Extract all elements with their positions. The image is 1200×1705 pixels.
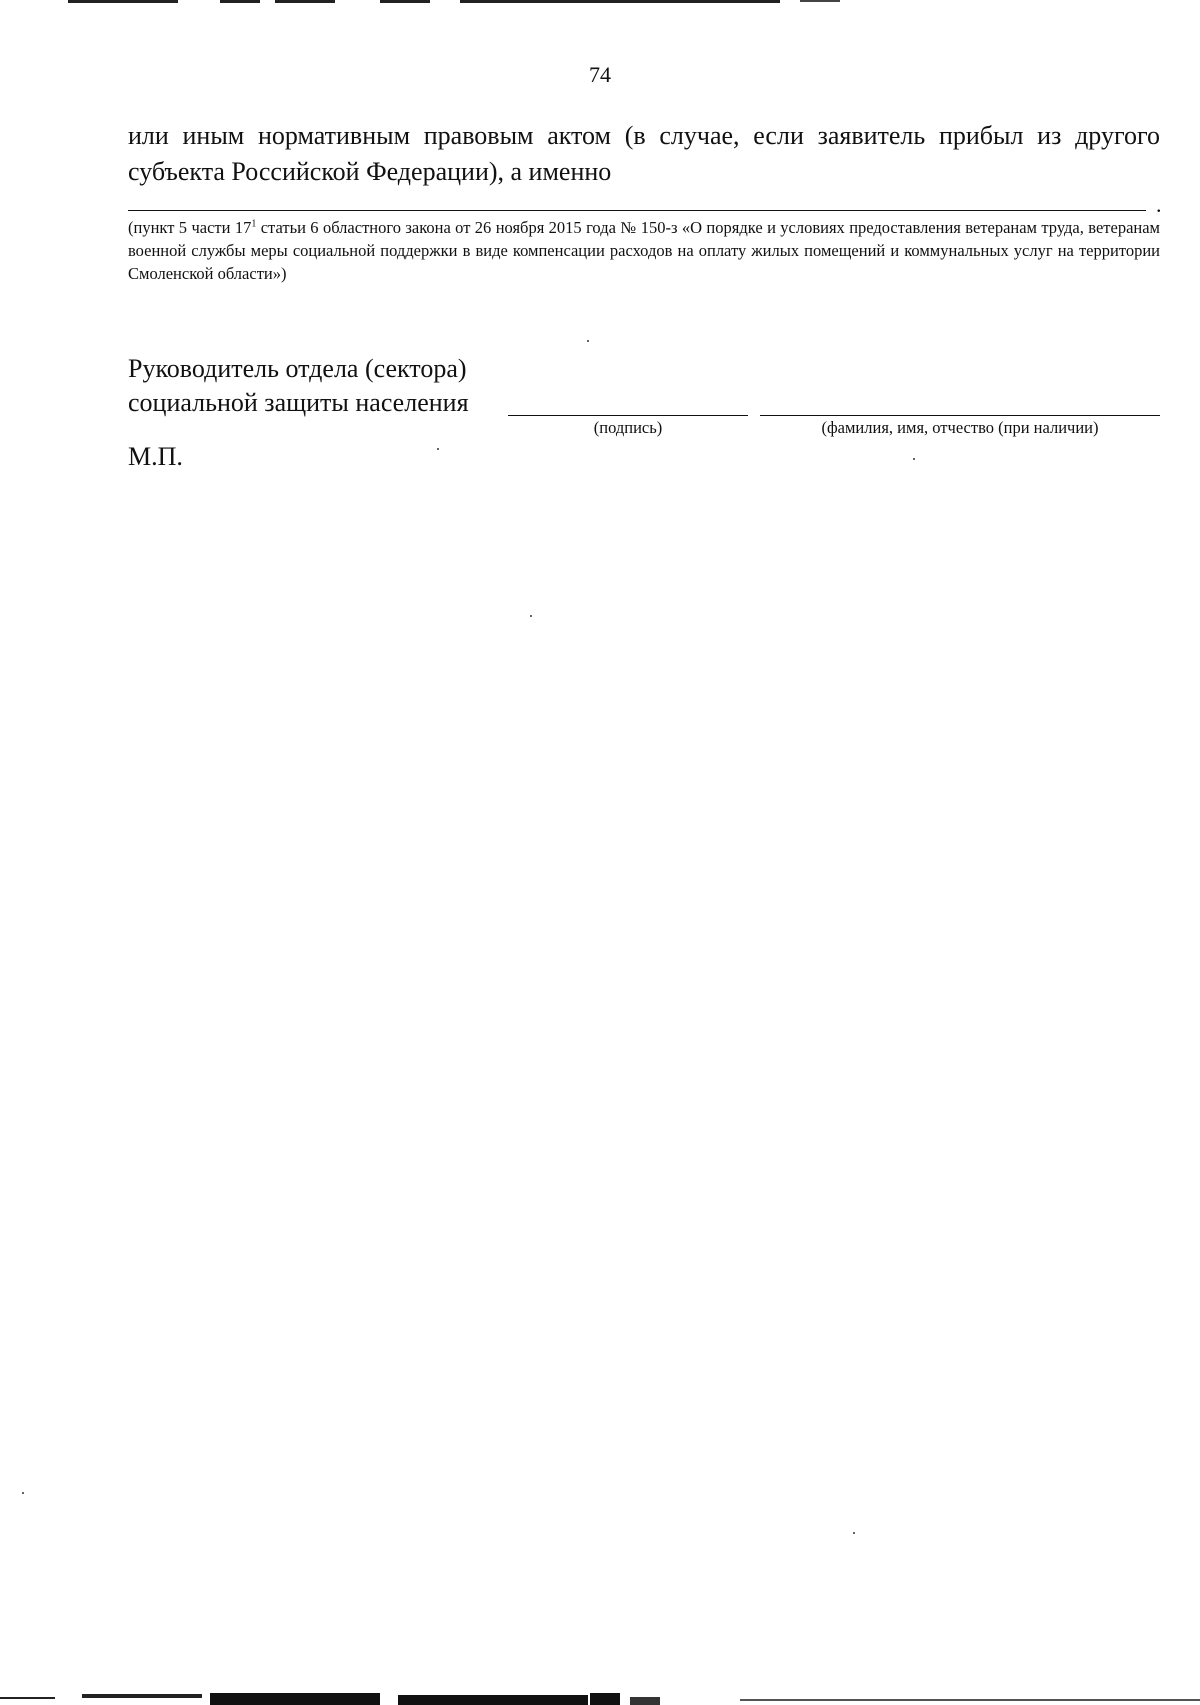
fill-in-line-end: . bbox=[1156, 192, 1162, 217]
scan-artifact-bottom bbox=[0, 1685, 1200, 1705]
full-name-line bbox=[760, 415, 1160, 416]
legal-reference-text: статьи 6 областного закона от 26 ноября 2015 года № 150-з «О порядке и условиях предоставления ветеранам труда, ветеранам военной службы меры социальной поддержки в виде компенсации расходов на оплату жилых помещений и коммунальных услуг на территории Смоленской области») bbox=[128, 218, 1160, 283]
signatory-title-line-2: социальной защиты населения bbox=[128, 388, 469, 417]
scan-artifact-top bbox=[0, 0, 1200, 8]
scan-speck bbox=[853, 1532, 855, 1534]
scan-speck bbox=[913, 458, 915, 460]
scan-speck bbox=[22, 1492, 24, 1494]
body-paragraph: или иным нормативным правовым актом (в случае, если заявитель прибыл из другого субъекта Российской Федерации), а именно bbox=[128, 121, 1160, 186]
scan-speck bbox=[437, 448, 439, 450]
fill-in-line bbox=[128, 210, 1146, 211]
full-name-caption: (фамилия, имя, отчество (при наличии) bbox=[821, 418, 1099, 437]
legal-reference-superscript: 1 bbox=[251, 218, 257, 230]
signatory-title bbox=[128, 352, 469, 420]
scan-speck bbox=[530, 615, 532, 617]
legal-reference-note bbox=[128, 216, 1160, 285]
signatory-title-line-1: Руководитель отдела (сектора) bbox=[128, 354, 467, 383]
stamp-place-label: М.П. bbox=[128, 442, 183, 471]
legal-reference-prefix: (пункт 5 части 17 bbox=[128, 218, 252, 237]
page-number: 74 bbox=[589, 62, 611, 87]
signature-line bbox=[508, 415, 748, 416]
signature-caption: (подпись) bbox=[593, 418, 663, 437]
scan-speck bbox=[587, 340, 589, 342]
